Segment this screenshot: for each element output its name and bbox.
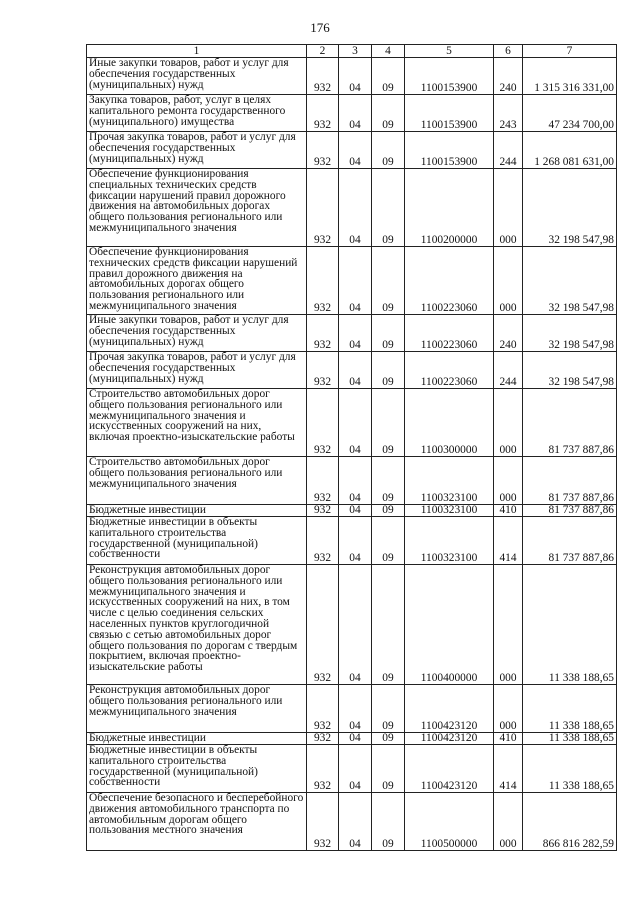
row-name: Бюджетные инвестиции — [87, 733, 307, 745]
row-target-article: 1100223060 — [405, 315, 494, 352]
row-subsection-code: 09 — [372, 733, 405, 745]
row-amount: 32 198 547,98 — [523, 247, 617, 315]
column-header: 4 — [372, 45, 405, 58]
row-expense-type: 000 — [494, 685, 523, 733]
table-row — [87, 793, 617, 851]
row-subsection-code: 09 — [372, 58, 405, 95]
row-target-article: 1100500000 — [405, 793, 494, 851]
page-number: 176 — [310, 20, 330, 35]
row-subsection-code: 09 — [372, 793, 405, 851]
row-section-code: 04 — [339, 565, 372, 685]
row-amount: 32 198 547,98 — [523, 315, 617, 352]
row-subsection-code: 09 — [372, 565, 405, 685]
row-expense-type: 000 — [494, 565, 523, 685]
row-grbs-code: 932 — [307, 132, 339, 169]
row-name: Бюджетные инвестиции в объекты капитального строительства государственной (муниципальной) собственности — [87, 517, 307, 565]
row-subsection-code: 09 — [372, 315, 405, 352]
column-header: 3 — [339, 45, 372, 58]
row-name: Обеспечение функционирования специальных технических средств фиксации нарушений правил дорожного движения на автомобильных дорогах общего пользования регионального или межмуниципального значения — [87, 169, 307, 247]
row-subsection-code: 09 — [372, 685, 405, 733]
row-grbs-code: 932 — [307, 247, 339, 315]
column-header: 7 — [523, 45, 617, 58]
column-header: 1 — [87, 45, 307, 58]
row-grbs-code: 932 — [307, 315, 339, 352]
row-expense-type: 243 — [494, 95, 523, 132]
row-name: Прочая закупка товаров, работ и услуг для обеспечения государственных (муниципальных) нужд — [87, 132, 307, 169]
row-name: Строительство автомобильных дорог общего пользования регионального или межмуниципального значения — [87, 457, 307, 505]
row-name: Обеспечение функционирования технических средств фиксации нарушений правил дорожного движения на автомобильных дорогах общего пользования регионального или межмуниципального значения — [87, 247, 307, 315]
row-target-article: 1100423120 — [405, 733, 494, 745]
row-amount: 1 268 081 631,00 — [523, 132, 617, 169]
row-name: Бюджетные инвестиции в объекты капитального строительства государственной (муниципальной) собственности — [87, 745, 307, 793]
row-section-code: 04 — [339, 169, 372, 247]
row-target-article: 1100223060 — [405, 247, 494, 315]
row-amount: 11 338 188,65 — [523, 685, 617, 733]
column-header: 6 — [494, 45, 523, 58]
row-expense-type: 410 — [494, 733, 523, 745]
row-section-code: 04 — [339, 58, 372, 95]
row-amount: 11 338 188,65 — [523, 733, 617, 745]
row-section-code: 04 — [339, 745, 372, 793]
row-section-code: 04 — [339, 793, 372, 851]
row-grbs-code: 932 — [307, 457, 339, 505]
row-section-code: 04 — [339, 505, 372, 517]
row-section-code: 04 — [339, 352, 372, 389]
row-grbs-code: 932 — [307, 169, 339, 247]
row-section-code: 04 — [339, 517, 372, 565]
row-amount: 11 338 188,65 — [523, 565, 617, 685]
row-grbs-code: 932 — [307, 95, 339, 132]
table-row — [87, 517, 617, 565]
row-expense-type: 414 — [494, 517, 523, 565]
row-subsection-code: 09 — [372, 745, 405, 793]
row-expense-type: 240 — [494, 58, 523, 95]
row-subsection-code: 09 — [372, 505, 405, 517]
row-target-article: 1100323100 — [405, 505, 494, 517]
row-grbs-code: 932 — [307, 733, 339, 745]
column-header: 2 — [307, 45, 339, 58]
row-expense-type: 000 — [494, 389, 523, 457]
row-section-code: 04 — [339, 95, 372, 132]
row-name: Реконструкция автомобильных дорог общего пользования регионального или межмуниципального значения и искусственных сооружений на них, в том числе с целью соединения сельских населенных пунктов круглогодичной связью с сетью автомобильных дорог общего пользования по дорогам с твердым покрытием, включая проектно-изыскательские работы — [87, 565, 307, 685]
row-expense-type: 410 — [494, 505, 523, 517]
table-row — [87, 505, 617, 517]
row-subsection-code: 09 — [372, 517, 405, 565]
table-row — [87, 58, 617, 95]
row-name: Иные закупки товаров, работ и услуг для обеспечения государственных (муниципальных) нужд — [87, 58, 307, 95]
row-expense-type: 240 — [494, 315, 523, 352]
row-section-code: 04 — [339, 315, 372, 352]
table-row — [87, 132, 617, 169]
row-amount: 47 234 700,00 — [523, 95, 617, 132]
row-grbs-code: 932 — [307, 58, 339, 95]
row-expense-type: 244 — [494, 132, 523, 169]
row-target-article: 1100153900 — [405, 58, 494, 95]
row-expense-type: 414 — [494, 745, 523, 793]
row-subsection-code: 09 — [372, 389, 405, 457]
row-name: Бюджетные инвестиции — [87, 505, 307, 517]
budget-table — [86, 44, 617, 851]
row-grbs-code: 932 — [307, 352, 339, 389]
row-target-article: 1100423120 — [405, 745, 494, 793]
row-expense-type: 244 — [494, 352, 523, 389]
row-subsection-code: 09 — [372, 352, 405, 389]
row-amount: 32 198 547,98 — [523, 352, 617, 389]
row-target-article: 1100323100 — [405, 517, 494, 565]
row-subsection-code: 09 — [372, 169, 405, 247]
row-section-code: 04 — [339, 132, 372, 169]
row-grbs-code: 932 — [307, 517, 339, 565]
table-row — [87, 352, 617, 389]
row-subsection-code: 09 — [372, 457, 405, 505]
row-amount: 32 198 547,98 — [523, 169, 617, 247]
row-grbs-code: 932 — [307, 745, 339, 793]
table-row — [87, 733, 617, 745]
row-target-article: 1100300000 — [405, 389, 494, 457]
row-subsection-code: 09 — [372, 247, 405, 315]
row-amount: 1 315 316 331,00 — [523, 58, 617, 95]
table-row — [87, 457, 617, 505]
table-row — [87, 745, 617, 793]
row-expense-type: 000 — [494, 247, 523, 315]
row-target-article: 1100200000 — [405, 169, 494, 247]
row-target-article: 1100400000 — [405, 565, 494, 685]
row-subsection-code: 09 — [372, 132, 405, 169]
row-amount: 81 737 887,86 — [523, 517, 617, 565]
row-amount: 81 737 887,86 — [523, 457, 617, 505]
row-name: Закупка товаров, работ, услуг в целях капитального ремонта государственного (муниципального) имущества — [87, 95, 307, 132]
row-section-code: 04 — [339, 247, 372, 315]
table-body — [87, 58, 617, 851]
row-target-article: 1100423120 — [405, 685, 494, 733]
row-expense-type: 000 — [494, 457, 523, 505]
row-amount: 81 737 887,86 — [523, 389, 617, 457]
row-grbs-code: 932 — [307, 565, 339, 685]
row-target-article: 1100323100 — [405, 457, 494, 505]
table-row — [87, 95, 617, 132]
table-row — [87, 685, 617, 733]
row-grbs-code: 932 — [307, 389, 339, 457]
table-row — [87, 315, 617, 352]
row-target-article: 1100153900 — [405, 95, 494, 132]
row-section-code: 04 — [339, 733, 372, 745]
row-amount: 81 737 887,86 — [523, 505, 617, 517]
table-row — [87, 565, 617, 685]
row-section-code: 04 — [339, 685, 372, 733]
row-name: Обеспечение безопасного и бесперебойного движения автомобильного транспорта по автомобильным дорогам общего пользования местного значения — [87, 793, 307, 851]
row-name: Строительство автомобильных дорог общего пользования регионального или межмуниципального значения и искусственных сооружений на них, включая проектно-изыскательские работы — [87, 389, 307, 457]
row-subsection-code: 09 — [372, 95, 405, 132]
row-name: Реконструкция автомобильных дорог общего пользования регионального или межмуниципального значения — [87, 685, 307, 733]
row-amount: 11 338 188,65 — [523, 745, 617, 793]
table-row — [87, 389, 617, 457]
table-row — [87, 169, 617, 247]
row-expense-type: 000 — [494, 793, 523, 851]
row-amount: 866 816 282,59 — [523, 793, 617, 851]
row-grbs-code: 932 — [307, 685, 339, 733]
row-grbs-code: 932 — [307, 505, 339, 517]
row-target-article: 1100223060 — [405, 352, 494, 389]
row-section-code: 04 — [339, 389, 372, 457]
row-target-article: 1100153900 — [405, 132, 494, 169]
row-name: Иные закупки товаров, работ и услуг для обеспечения государственных (муниципальных) нужд — [87, 315, 307, 352]
row-grbs-code: 932 — [307, 793, 339, 851]
row-name: Прочая закупка товаров, работ и услуг для обеспечения государственных (муниципальных) нужд — [87, 352, 307, 389]
column-header: 5 — [405, 45, 494, 58]
row-expense-type: 000 — [494, 169, 523, 247]
table-row — [87, 247, 617, 315]
row-section-code: 04 — [339, 457, 372, 505]
table-header-row — [87, 45, 617, 58]
